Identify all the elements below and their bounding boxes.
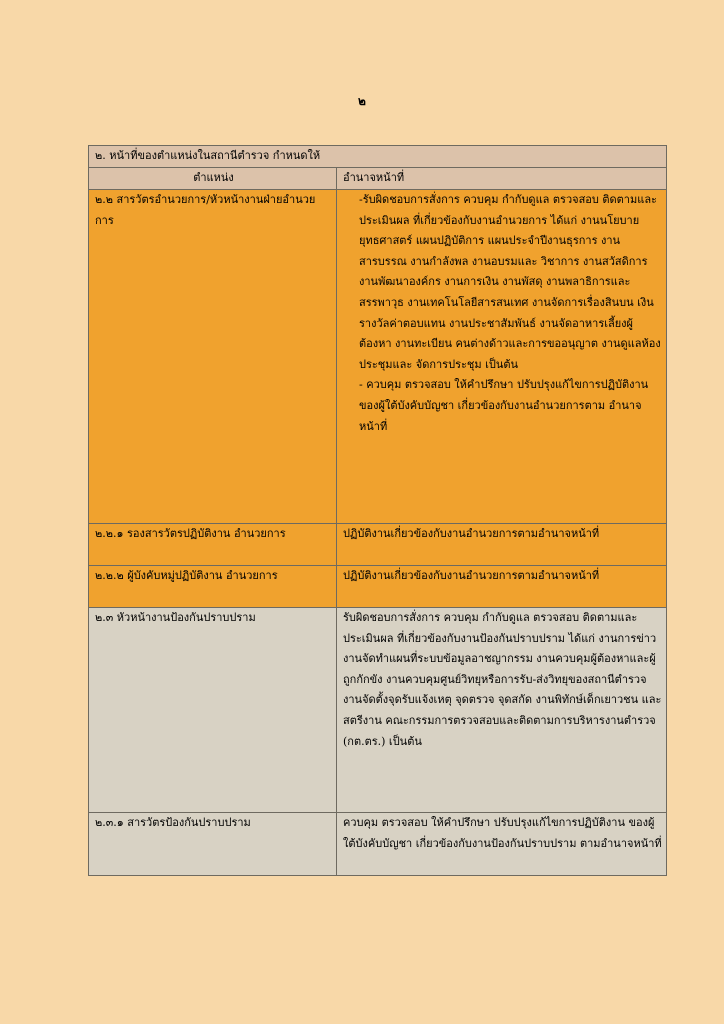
header-position: ตำแหน่ง <box>89 168 337 190</box>
header-duty: อำนาจหน้าที่ <box>337 168 667 190</box>
position-cell: ๒.๒.๑ รองสารวัตรปฏิบัติงาน อำนวยการ <box>89 524 337 566</box>
table-row <box>89 608 667 813</box>
duty-cell: ควบคุม ตรวจสอบ ให้คำปรึกษา ปรับปรุงแก้ไขการปฏิบัติงาน ของผู้ใต้บังคับบัญชา เกี่ยวข้องกับงานป้องกันปราบปราม ตามอำนาจหน้าที่ <box>337 813 667 876</box>
table-title: ๒. หน้าที่ของตำแหน่งในสถานีตำรวจ กำหนดให้ <box>89 146 667 168</box>
table-row <box>89 566 667 608</box>
duty-cell <box>337 190 667 524</box>
duty-paragraph: - ควบคุม ตรวจสอบ ให้คำปรึกษา ปรับปรุงแก้ไขการปฏิบัติงาน ของผู้ใต้บังคับบัญชา เกี่ยวข้องกับงานอำนวยการตาม อำนาจหน้าที่ <box>359 378 649 433</box>
position-cell: ๒.๓ หัวหน้างานป้องกันปราบปราม <box>89 608 337 813</box>
duty-paragraph: -รับผิดชอบการสั่งการ ควบคุม กำกับดูแล ตรวจสอบ ติดตามและประเมินผล ที่เกี่ยวข้องกับงานอำนวยการ ได้แก่ งานนโยบาย ยุทธศาสตร์ แผนปฏิบัติการ แผนประจำปีงานธุรการ งานสารบรรณ งานกำลังพล งานอบรมและ วิชาการ งานสวัสดิการ งานพัฒนาองค์กร งานการเงิน งานพัสดุ งานพลาธิการและสรรพาวุธ งานเทคโนโลยีสารสนเทศ งานจัดการเรื่องสินบน เงินรางวัลค่าตอบแทน งานประชาสัมพันธ์ งานจัดอาหารเลี้ยงผู้ต้องหา งานทะเบียน คนต่างด้าวและการขออนุญาต งานดูแลห้องประชุมและ จัดการประชุม เป็นต้น <box>359 193 661 371</box>
table-row <box>89 813 667 876</box>
duty-table <box>88 145 667 876</box>
position-cell: ๒.๒ สารวัตรอำนวยการ/หัวหน้างานฝ่ายอำนวยการ <box>89 190 337 524</box>
duty-cell: รับผิดชอบการสั่งการ ควบคุม กำกับดูแล ตรวจสอบ ติดตามและประเมินผล ที่เกี่ยวข้องกับงานป้องกันปราบปราม ได้แก่ งานการข่าว งานจัดทำแผนที่ระบบข้อมูลอาชญากรรม งานควบคุมผู้ต้องหาและผู้ถูกกักขัง งานควบคุมศูนย์วิทยุหรือการรับ-ส่งวิทยุของสถานีตำรวจ งานจัดตั้งจุดรับแจ้งเหตุ จุดตรวจ จุดสกัด งานพิทักษ์เด็กเยาวชน และสตรีงาน คณะกรรมการตรวจสอบและติดตามการบริหารงานตำรวจ (กต.ตร.) เป็นต้น <box>337 608 667 813</box>
table-header-row <box>89 168 667 190</box>
duty-cell: ปฏิบัติงานเกี่ยวข้องกับงานอำนวยการตามอำนาจหน้าที่ <box>337 524 667 566</box>
table-title-row <box>89 146 667 168</box>
position-cell: ๒.๓.๑ สารวัตรป้องกันปราบปราม <box>89 813 337 876</box>
table-row <box>89 190 667 524</box>
position-cell: ๒.๒.๒ ผู้บังคับหมู่ปฏิบัติงาน อำนวยการ <box>89 566 337 608</box>
duty-cell: ปฏิบัติงานเกี่ยวข้องกับงานอำนวยการตามอำนาจหน้าที่ <box>337 566 667 608</box>
page-number: ๒ <box>358 94 366 108</box>
table-row <box>89 524 667 566</box>
